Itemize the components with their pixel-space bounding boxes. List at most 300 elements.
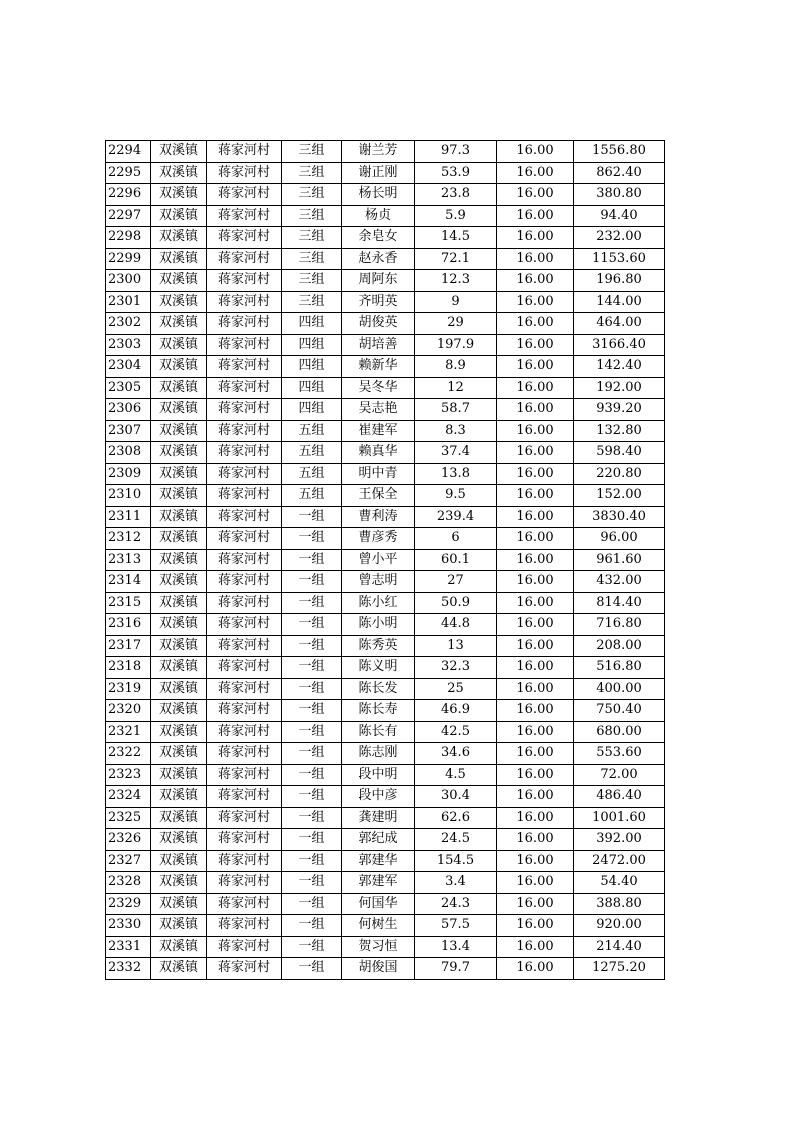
village-cell: 蒋家河村 <box>207 506 282 528</box>
rate-cell: 16.00 <box>497 850 574 872</box>
group-cell: 一组 <box>282 893 342 915</box>
name-cell: 胡俊英 <box>342 313 415 335</box>
amount-cell: 214.40 <box>574 936 665 958</box>
row-number-cell: 2317 <box>106 635 151 657</box>
group-cell: 一组 <box>282 571 342 593</box>
village-cell: 蒋家河村 <box>207 657 282 679</box>
group-cell: 一组 <box>282 850 342 872</box>
row-number-cell: 2318 <box>106 657 151 679</box>
table-row <box>106 399 665 421</box>
row-number-cell: 2312 <box>106 528 151 550</box>
table-row <box>106 807 665 829</box>
village-cell: 蒋家河村 <box>207 915 282 937</box>
rate-cell: 16.00 <box>497 592 574 614</box>
town-cell: 双溪镇 <box>151 141 207 163</box>
group-cell: 一组 <box>282 635 342 657</box>
row-number-cell: 2331 <box>106 936 151 958</box>
village-cell: 蒋家河村 <box>207 829 282 851</box>
row-number-cell: 2313 <box>106 549 151 571</box>
rate-cell: 16.00 <box>497 807 574 829</box>
name-cell: 陈小明 <box>342 614 415 636</box>
town-cell: 双溪镇 <box>151 162 207 184</box>
group-cell: 一组 <box>282 807 342 829</box>
town-cell: 双溪镇 <box>151 721 207 743</box>
town-cell: 双溪镇 <box>151 205 207 227</box>
name-cell: 陈志刚 <box>342 743 415 765</box>
area-cell: 8.3 <box>415 420 497 442</box>
row-number-cell: 2326 <box>106 829 151 851</box>
amount-cell: 400.00 <box>574 678 665 700</box>
row-number-cell: 2301 <box>106 291 151 313</box>
village-cell: 蒋家河村 <box>207 205 282 227</box>
village-cell: 蒋家河村 <box>207 485 282 507</box>
name-cell: 谢正刚 <box>342 162 415 184</box>
name-cell: 段中彦 <box>342 786 415 808</box>
table-body <box>106 141 665 980</box>
village-cell: 蒋家河村 <box>207 743 282 765</box>
area-cell: 5.9 <box>415 205 497 227</box>
town-cell: 双溪镇 <box>151 485 207 507</box>
rate-cell: 16.00 <box>497 915 574 937</box>
amount-cell: 750.40 <box>574 700 665 722</box>
area-cell: 9 <box>415 291 497 313</box>
group-cell: 三组 <box>282 248 342 270</box>
village-cell: 蒋家河村 <box>207 721 282 743</box>
row-number-cell: 2307 <box>106 420 151 442</box>
name-cell: 陈义明 <box>342 657 415 679</box>
village-cell: 蒋家河村 <box>207 764 282 786</box>
table-row <box>106 485 665 507</box>
table-row <box>106 356 665 378</box>
table-row <box>106 614 665 636</box>
amount-cell: 920.00 <box>574 915 665 937</box>
rate-cell: 16.00 <box>497 528 574 550</box>
amount-cell: 516.80 <box>574 657 665 679</box>
village-cell: 蒋家河村 <box>207 463 282 485</box>
town-cell: 双溪镇 <box>151 700 207 722</box>
area-cell: 72.1 <box>415 248 497 270</box>
table-row <box>106 721 665 743</box>
town-cell: 双溪镇 <box>151 936 207 958</box>
name-cell: 曾小平 <box>342 549 415 571</box>
name-cell: 杨长明 <box>342 184 415 206</box>
amount-cell: 939.20 <box>574 399 665 421</box>
amount-cell: 3166.40 <box>574 334 665 356</box>
table-row <box>106 377 665 399</box>
table-row <box>106 184 665 206</box>
rate-cell: 16.00 <box>497 420 574 442</box>
group-cell: 四组 <box>282 377 342 399</box>
town-cell: 双溪镇 <box>151 829 207 851</box>
rate-cell: 16.00 <box>497 442 574 464</box>
town-cell: 双溪镇 <box>151 334 207 356</box>
town-cell: 双溪镇 <box>151 420 207 442</box>
amount-cell: 72.00 <box>574 764 665 786</box>
rate-cell: 16.00 <box>497 829 574 851</box>
town-cell: 双溪镇 <box>151 528 207 550</box>
town-cell: 双溪镇 <box>151 657 207 679</box>
amount-cell: 388.80 <box>574 893 665 915</box>
area-cell: 42.5 <box>415 721 497 743</box>
area-cell: 13.8 <box>415 463 497 485</box>
town-cell: 双溪镇 <box>151 850 207 872</box>
name-cell: 陈长有 <box>342 721 415 743</box>
area-cell: 4.5 <box>415 764 497 786</box>
table-row <box>106 270 665 292</box>
group-cell: 一组 <box>282 700 342 722</box>
row-number-cell: 2329 <box>106 893 151 915</box>
town-cell: 双溪镇 <box>151 893 207 915</box>
name-cell: 吴冬华 <box>342 377 415 399</box>
group-cell: 五组 <box>282 420 342 442</box>
table-row <box>106 678 665 700</box>
name-cell: 龚建明 <box>342 807 415 829</box>
village-cell: 蒋家河村 <box>207 162 282 184</box>
group-cell: 三组 <box>282 162 342 184</box>
rate-cell: 16.00 <box>497 141 574 163</box>
table-row <box>106 506 665 528</box>
name-cell: 明中青 <box>342 463 415 485</box>
table-row <box>106 463 665 485</box>
amount-cell: 961.60 <box>574 549 665 571</box>
town-cell: 双溪镇 <box>151 571 207 593</box>
name-cell: 齐明英 <box>342 291 415 313</box>
village-cell: 蒋家河村 <box>207 528 282 550</box>
name-cell: 段中明 <box>342 764 415 786</box>
row-number-cell: 2294 <box>106 141 151 163</box>
row-number-cell: 2327 <box>106 850 151 872</box>
town-cell: 双溪镇 <box>151 592 207 614</box>
area-cell: 32.3 <box>415 657 497 679</box>
town-cell: 双溪镇 <box>151 506 207 528</box>
name-cell: 崔建军 <box>342 420 415 442</box>
name-cell: 余皂女 <box>342 227 415 249</box>
group-cell: 一组 <box>282 958 342 980</box>
table-row <box>106 850 665 872</box>
amount-cell: 3830.40 <box>574 506 665 528</box>
town-cell: 双溪镇 <box>151 227 207 249</box>
rate-cell: 16.00 <box>497 635 574 657</box>
group-cell: 三组 <box>282 291 342 313</box>
row-number-cell: 2316 <box>106 614 151 636</box>
row-number-cell: 2311 <box>106 506 151 528</box>
group-cell: 五组 <box>282 463 342 485</box>
area-cell: 62.6 <box>415 807 497 829</box>
group-cell: 一组 <box>282 786 342 808</box>
village-cell: 蒋家河村 <box>207 442 282 464</box>
rate-cell: 16.00 <box>497 678 574 700</box>
rate-cell: 16.00 <box>497 485 574 507</box>
area-cell: 12 <box>415 377 497 399</box>
rate-cell: 16.00 <box>497 377 574 399</box>
group-cell: 一组 <box>282 657 342 679</box>
rate-cell: 16.00 <box>497 463 574 485</box>
group-cell: 三组 <box>282 141 342 163</box>
table-row <box>106 141 665 163</box>
row-number-cell: 2305 <box>106 377 151 399</box>
town-cell: 双溪镇 <box>151 291 207 313</box>
area-cell: 239.4 <box>415 506 497 528</box>
group-cell: 一组 <box>282 936 342 958</box>
table-row <box>106 786 665 808</box>
town-cell: 双溪镇 <box>151 184 207 206</box>
table-row <box>106 829 665 851</box>
village-cell: 蒋家河村 <box>207 893 282 915</box>
group-cell: 一组 <box>282 549 342 571</box>
group-cell: 三组 <box>282 227 342 249</box>
group-cell: 一组 <box>282 829 342 851</box>
group-cell: 一组 <box>282 764 342 786</box>
town-cell: 双溪镇 <box>151 743 207 765</box>
area-cell: 27 <box>415 571 497 593</box>
row-number-cell: 2303 <box>106 334 151 356</box>
area-cell: 79.7 <box>415 958 497 980</box>
row-number-cell: 2302 <box>106 313 151 335</box>
town-cell: 双溪镇 <box>151 270 207 292</box>
table-row <box>106 915 665 937</box>
amount-cell: 598.40 <box>574 442 665 464</box>
town-cell: 双溪镇 <box>151 958 207 980</box>
village-cell: 蒋家河村 <box>207 334 282 356</box>
table-row <box>106 205 665 227</box>
table-row <box>106 549 665 571</box>
name-cell: 陈长发 <box>342 678 415 700</box>
rate-cell: 16.00 <box>497 571 574 593</box>
name-cell: 陈长寿 <box>342 700 415 722</box>
area-cell: 197.9 <box>415 334 497 356</box>
rate-cell: 16.00 <box>497 657 574 679</box>
name-cell: 吴志艳 <box>342 399 415 421</box>
village-cell: 蒋家河村 <box>207 936 282 958</box>
table-row <box>106 420 665 442</box>
area-cell: 13.4 <box>415 936 497 958</box>
town-cell: 双溪镇 <box>151 549 207 571</box>
area-cell: 14.5 <box>415 227 497 249</box>
town-cell: 双溪镇 <box>151 463 207 485</box>
area-cell: 6 <box>415 528 497 550</box>
rate-cell: 16.00 <box>497 700 574 722</box>
row-number-cell: 2324 <box>106 786 151 808</box>
name-cell: 曹彦秀 <box>342 528 415 550</box>
name-cell: 赖新华 <box>342 356 415 378</box>
area-cell: 37.4 <box>415 442 497 464</box>
name-cell: 赖真华 <box>342 442 415 464</box>
amount-cell: 1275.20 <box>574 958 665 980</box>
town-cell: 双溪镇 <box>151 313 207 335</box>
town-cell: 双溪镇 <box>151 399 207 421</box>
amount-cell: 96.00 <box>574 528 665 550</box>
rate-cell: 16.00 <box>497 291 574 313</box>
row-number-cell: 2299 <box>106 248 151 270</box>
area-cell: 8.9 <box>415 356 497 378</box>
row-number-cell: 2310 <box>106 485 151 507</box>
town-cell: 双溪镇 <box>151 614 207 636</box>
area-cell: 12.3 <box>415 270 497 292</box>
rate-cell: 16.00 <box>497 721 574 743</box>
area-cell: 13 <box>415 635 497 657</box>
amount-cell: 232.00 <box>574 227 665 249</box>
amount-cell: 142.40 <box>574 356 665 378</box>
row-number-cell: 2304 <box>106 356 151 378</box>
name-cell: 郭建军 <box>342 872 415 894</box>
village-cell: 蒋家河村 <box>207 678 282 700</box>
name-cell: 陈小红 <box>342 592 415 614</box>
amount-cell: 814.40 <box>574 592 665 614</box>
village-cell: 蒋家河村 <box>207 700 282 722</box>
group-cell: 一组 <box>282 721 342 743</box>
group-cell: 一组 <box>282 592 342 614</box>
amount-cell: 54.40 <box>574 872 665 894</box>
amount-cell: 862.40 <box>574 162 665 184</box>
table-row <box>106 743 665 765</box>
subsidy-table <box>105 140 665 980</box>
group-cell: 四组 <box>282 313 342 335</box>
rate-cell: 16.00 <box>497 313 574 335</box>
row-number-cell: 2315 <box>106 592 151 614</box>
rate-cell: 16.00 <box>497 399 574 421</box>
amount-cell: 680.00 <box>574 721 665 743</box>
rate-cell: 16.00 <box>497 764 574 786</box>
name-cell: 何树生 <box>342 915 415 937</box>
group-cell: 一组 <box>282 678 342 700</box>
amount-cell: 553.60 <box>574 743 665 765</box>
village-cell: 蒋家河村 <box>207 184 282 206</box>
village-cell: 蒋家河村 <box>207 592 282 614</box>
name-cell: 何国华 <box>342 893 415 915</box>
amount-cell: 132.80 <box>574 420 665 442</box>
row-number-cell: 2297 <box>106 205 151 227</box>
village-cell: 蒋家河村 <box>207 291 282 313</box>
table-row <box>106 657 665 679</box>
area-cell: 60.1 <box>415 549 497 571</box>
village-cell: 蒋家河村 <box>207 614 282 636</box>
row-number-cell: 2309 <box>106 463 151 485</box>
row-number-cell: 2330 <box>106 915 151 937</box>
town-cell: 双溪镇 <box>151 786 207 808</box>
name-cell: 杨贞 <box>342 205 415 227</box>
table-row <box>106 442 665 464</box>
rate-cell: 16.00 <box>497 227 574 249</box>
area-cell: 23.8 <box>415 184 497 206</box>
group-cell: 三组 <box>282 270 342 292</box>
group-cell: 三组 <box>282 205 342 227</box>
table-row <box>106 700 665 722</box>
town-cell: 双溪镇 <box>151 872 207 894</box>
rate-cell: 16.00 <box>497 549 574 571</box>
group-cell: 五组 <box>282 442 342 464</box>
village-cell: 蒋家河村 <box>207 549 282 571</box>
town-cell: 双溪镇 <box>151 807 207 829</box>
name-cell: 贺习恒 <box>342 936 415 958</box>
amount-cell: 1556.80 <box>574 141 665 163</box>
name-cell: 郭纪成 <box>342 829 415 851</box>
rate-cell: 16.00 <box>497 872 574 894</box>
village-cell: 蒋家河村 <box>207 313 282 335</box>
village-cell: 蒋家河村 <box>207 377 282 399</box>
group-cell: 三组 <box>282 184 342 206</box>
town-cell: 双溪镇 <box>151 356 207 378</box>
area-cell: 46.9 <box>415 700 497 722</box>
row-number-cell: 2296 <box>106 184 151 206</box>
row-number-cell: 2328 <box>106 872 151 894</box>
group-cell: 一组 <box>282 528 342 550</box>
area-cell: 97.3 <box>415 141 497 163</box>
amount-cell: 380.80 <box>574 184 665 206</box>
group-cell: 四组 <box>282 399 342 421</box>
group-cell: 一组 <box>282 743 342 765</box>
name-cell: 赵永香 <box>342 248 415 270</box>
table-row <box>106 313 665 335</box>
rate-cell: 16.00 <box>497 936 574 958</box>
rate-cell: 16.00 <box>497 786 574 808</box>
area-cell: 34.6 <box>415 743 497 765</box>
rate-cell: 16.00 <box>497 184 574 206</box>
amount-cell: 392.00 <box>574 829 665 851</box>
amount-cell: 220.80 <box>574 463 665 485</box>
amount-cell: 192.00 <box>574 377 665 399</box>
area-cell: 9.5 <box>415 485 497 507</box>
name-cell: 王保全 <box>342 485 415 507</box>
town-cell: 双溪镇 <box>151 915 207 937</box>
table-row <box>106 635 665 657</box>
row-number-cell: 2319 <box>106 678 151 700</box>
village-cell: 蒋家河村 <box>207 420 282 442</box>
amount-cell: 196.80 <box>574 270 665 292</box>
area-cell: 29 <box>415 313 497 335</box>
town-cell: 双溪镇 <box>151 377 207 399</box>
group-cell: 一组 <box>282 506 342 528</box>
village-cell: 蒋家河村 <box>207 850 282 872</box>
village-cell: 蒋家河村 <box>207 571 282 593</box>
table-row <box>106 571 665 593</box>
village-cell: 蒋家河村 <box>207 958 282 980</box>
table-row <box>106 893 665 915</box>
group-cell: 四组 <box>282 334 342 356</box>
area-cell: 44.8 <box>415 614 497 636</box>
name-cell: 曾志明 <box>342 571 415 593</box>
town-cell: 双溪镇 <box>151 764 207 786</box>
amount-cell: 2472.00 <box>574 850 665 872</box>
rate-cell: 16.00 <box>497 270 574 292</box>
village-cell: 蒋家河村 <box>207 248 282 270</box>
amount-cell: 486.40 <box>574 786 665 808</box>
area-cell: 58.7 <box>415 399 497 421</box>
name-cell: 曹利涛 <box>342 506 415 528</box>
area-cell: 154.5 <box>415 850 497 872</box>
name-cell: 胡培善 <box>342 334 415 356</box>
row-number-cell: 2314 <box>106 571 151 593</box>
name-cell: 胡俊国 <box>342 958 415 980</box>
town-cell: 双溪镇 <box>151 442 207 464</box>
table-row <box>106 936 665 958</box>
name-cell: 周阿东 <box>342 270 415 292</box>
amount-cell: 208.00 <box>574 635 665 657</box>
village-cell: 蒋家河村 <box>207 227 282 249</box>
amount-cell: 464.00 <box>574 313 665 335</box>
area-cell: 53.9 <box>415 162 497 184</box>
row-number-cell: 2322 <box>106 743 151 765</box>
village-cell: 蒋家河村 <box>207 141 282 163</box>
group-cell: 一组 <box>282 872 342 894</box>
rate-cell: 16.00 <box>497 958 574 980</box>
rate-cell: 16.00 <box>497 506 574 528</box>
row-number-cell: 2320 <box>106 700 151 722</box>
area-cell: 24.5 <box>415 829 497 851</box>
name-cell: 谢兰芳 <box>342 141 415 163</box>
row-number-cell: 2306 <box>106 399 151 421</box>
village-cell: 蒋家河村 <box>207 356 282 378</box>
table-row <box>106 592 665 614</box>
